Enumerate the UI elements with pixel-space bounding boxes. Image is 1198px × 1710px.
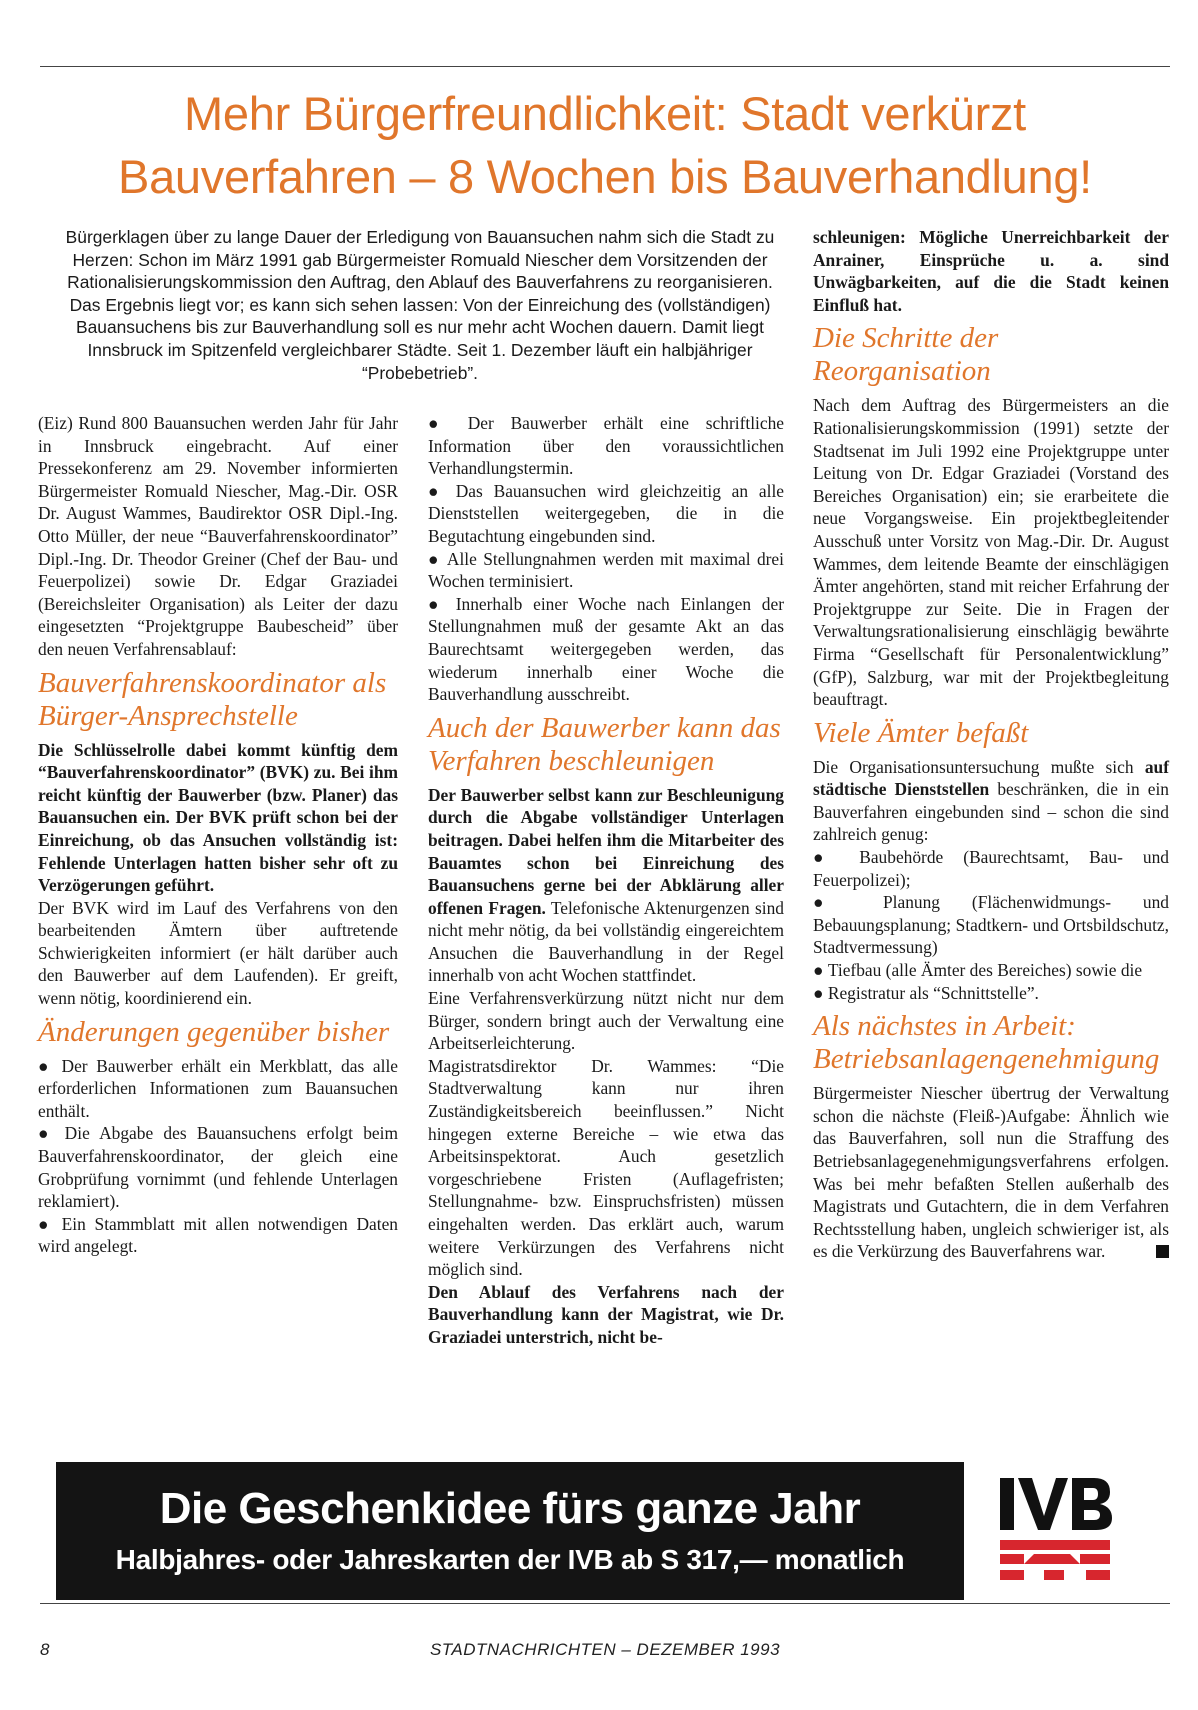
text-run: beschränken, die in ein Bauverfahren eingebunden sind – schon die sind zahlreich genug: (813, 779, 1170, 845)
bullet-item: ● Die Abgabe des Bauansuchens erfolgt beim Bauverfahrenskoordinator, der gleich eine Grobprüfung vornimmt (und fehlende Unterlagen reklamiert). (38, 1122, 398, 1212)
page-footer (40, 1640, 1170, 1670)
ivb-logo-red-bars (1000, 1540, 1110, 1580)
ivb-logo-icon (994, 1462, 1114, 1592)
subheading-naechstes: Als nächstes in Arbeit: Betriebsanlagengenehmigung (813, 1010, 1160, 1076)
advertisement (38, 1440, 1170, 1603)
bullet-item: ● Planung (Flächenwidmungs- und Bebauungsplanung; Stadtkern- und Ortsbildschutz, Stadtvermessung) (813, 891, 1169, 959)
subheading-aemter: Viele Ämter befaßt (813, 716, 1029, 749)
paragraph: Der BVK wird im Lauf des Verfahrens von den bearbeitenden Ämtern über auftretende Schwierigkeiten informiert (er hält darüber auch den Bauwerber auf dem Laufenden). Er greift, wenn nötig, koordinierend ein. (38, 897, 398, 1009)
paragraph (813, 1082, 1169, 1263)
subheading-bauwerber: Auch der Bauwerber kann das Verfahren beschleunigen (428, 711, 781, 777)
ad-banner (56, 1462, 964, 1600)
subheading-koordinator: Bauverfahrenskoordinator als Bürger-Ansprechstelle (38, 666, 387, 732)
bullet-item: ● Innerhalb einer Woche nach Einlangen der Stellungnahmen muß der gesamte Akt an das Baurechtsamt weitergegeben werden, das wiederum innerhalb einer Woche die Bauverhandlung ausschreibt. (428, 593, 784, 706)
paragraph (428, 784, 784, 987)
paragraph-bold: Den Ablauf des Verfahrens nach der Bauverhandlung kann der Magistrat, wie Dr. Graziadei unterstrich, nicht be- (428, 1281, 784, 1347)
subheading-aenderungen: Änderungen gegenüber bisher (38, 1015, 390, 1048)
bullet-item: ● Tiefbau (alle Ämter des Bereiches) sowie die (813, 959, 1169, 982)
top-rule (40, 66, 1170, 67)
bullet-item: ● Alle Stellungnahmen werden mit maximal drei Wochen terminisiert. (428, 548, 784, 593)
paragraph (813, 756, 1169, 846)
bullet-item: ● Das Bauansuchen wird gleichzeitig an alle Dienststellen weitergegeben, die in die Begutachtung eingebunden sind. (428, 480, 784, 548)
article-column-2 (428, 412, 784, 1349)
paragraph: Nach dem Auftrag des Bürgermeisters an die Rationalisierungskommission (1991) setzte der Stadtsenat im Juli 1992 eine Projektgruppe unter Leitung von Dr. Edgar Graziadei (Vorstand des Bereiches Organisation) ein; sie erarbeitete die neue Vorgangsweise. Ein projektbegleitender Ausschuß unter Vorsitz von Mag.-Dir. Dr. August Wammes, dem leitende Beamte der einschlägigen Ämter angehörten, stand mit reicher Erfahrung der Projektgruppe zur Seite. Die in Fragen der Verwaltungsrationalisierung einschlägig bewährte Firma “Gesellschaft für Personalentwicklung” (GfP), Salzburg, war mit der Projektbegleitung beauftragt. (813, 395, 1169, 710)
bullet-item: ● Baubehörde (Baurechtsamt, Bau- und Feuerpolizei); (813, 846, 1169, 891)
intro-lead: Bürgerklagen über zu lange Dauer der Erledigung von Bauansuchen nahm sich die Stadt zu Herzen: Schon im März 1991 gab Bürgermeister Romuald Niescher dem Vorsitzenden der Rationalisierungskommission den Auftrag, den Ablauf des Bauverfahrens zu reorganisieren. Das Ergebnis liegt vor; es kann sich sehen lassen: Von der Einreichung des (vollständigen) Bauansuchens bis zur Bauverhandlung soll es nur mehr acht Wochen dauern. Damit liegt Innsbruck im Spitzenfeld vergleichbarer Städte. Seit 1. Dezember läuft ein halbjähriger “Probebetrieb”. (65, 227, 775, 383)
headline-line-1: Mehr Bürgerfreundlichkeit: Stadt verkürzt (184, 87, 1026, 140)
paragraph-bold: schleunigen: Mögliche Unerreichbarkeit der Anrainer, Einsprüche u. a. sind Unwägbarkeiten, auf die die Stadt keinen Einfluß hat. (813, 227, 1169, 315)
headline-line-2: Bauverfahren – 8 Wochen bis Bauverhandlung! (118, 150, 1092, 203)
article-column-1 (38, 412, 398, 1258)
bullet-item: ● Der Bauwerber erhält eine schriftliche Information über den voraussichtlichen Verhandlungstermin. (428, 412, 784, 480)
bullet-item: ● Der Bauwerber erhält ein Merkblatt, das alle erforderlichen Informationen zum Bauansuchen enthält. (38, 1055, 398, 1123)
text-run: Bürgermeister Niescher übertrug der Verwaltung schon die nächste (Fleiß-)Aufgabe: Ähnlich wie das Bauverfahren, soll nun die Straffung des Betriebsanlagegenehmigungsverfahrens erfolgen. Was bei mehr befaßten Stellen außerhalb des Magistrats und Gutachtern, die in dem Verfahren Rechtsstellung haben, ungleich schwieriger ist, als es die Verkürzung des Bauverfahrens war. (813, 1083, 1169, 1262)
bullet-item: ● Registratur als “Schnittstelle”. (813, 982, 1169, 1005)
publication-line: STADTNACHRICHTEN – DEZEMBER 1993 (429, 1640, 781, 1659)
bold-run: auf städtische Dienststellen (813, 756, 1169, 800)
paragraph-bold: Die Schlüsselrolle dabei kommt künftig dem “Bauverfahrenskoordinator” (BVK) zu. Bei ihm reicht künftig der Bauwerber (bzw. Planer) das Bauansuchen ein. Der BVK prüft schon bei der Einreichung, ob das Ansuchen vollständig ist: Fehlende Unterlagen hatten bisher sehr oft zu Verzögerungen geführt. (38, 739, 398, 896)
headline (40, 82, 1170, 208)
text-run: Die Organisationsuntersuchung mußte sich (813, 756, 1145, 777)
bottom-rule (40, 1603, 1170, 1604)
paragraph: Magistratsdirektor Dr. Wammes: “Die Stadtverwaltung kann nur ihren Zuständigkeitsbereich beeinflussen.” Nicht hingegen externe Bereiche – wie etwa das Arbeitsinspektorat. Auch gesetzlich vorgeschriebene Fristen (Auflagefristen; Stellungnahme- bzw. Einspruchsfristen) müssen eingehalten werden. Das erklärt auch, warum weitere Verkürzungen des Verfahrens nicht möglich sind. (428, 1055, 784, 1280)
end-mark-square-icon (1156, 1245, 1169, 1258)
text-run: Telefonische Aktenurgenzen sind nicht mehr nötig, da bei vollständig eingereichtem Ansuchen die Bauverhandlung in der Regel innerhalb von acht Wochen stattfindet. (428, 897, 784, 986)
paragraph: Eine Verfahrensverkürzung nützt nicht nur dem Bürger, sondern bringt auch der Verwaltung eine Arbeitserleichterung. (428, 988, 784, 1054)
bold-lead: Der Bauwerber selbst kann zur Beschleunigung durch die Abgabe vollständiger Unterlagen beitragen. Dabei helfen ihm die Mitarbeiter des Bauamtes schon bei Einreichung des Bauansuchens gerne bei der Abklärung aller offenen Fragen. (428, 784, 784, 918)
ad-title: Die Geschenkidee fürs ganze Jahr (159, 1484, 861, 1533)
paragraph: (Eiz) Rund 800 Bauansuchen werden Jahr für Jahr in Innsbruck eingebracht. Auf einer Pressekonferenz am 29. November informierten Bürgermeister Romuald Niescher, Mag.-Dir. OSR Dr. August Wammes, Baudirektor OSR Dipl.-Ing. Otto Müller, der neue “Bauverfahrenskoordinator” Dipl.-Ing. Dr. Theodor Greiner (Chef der Bau- und Feuerpolizei) sowie Dr. Edgar Graziadei (Bereichsleiter Organisation) als Leiter der dazu eingesetzten “Projektgruppe Baubescheid” über den neuen Verfahrensablauf: (38, 413, 398, 659)
ad-subtitle: Halbjahres- oder Jahreskarten der IVB ab S 317,— monatlich (115, 1544, 905, 1575)
article-column-3 (813, 226, 1169, 1263)
page-number: 8 (40, 1640, 50, 1659)
subheading-reorganisation: Die Schritte der Reorganisation (813, 322, 999, 388)
bullet-item: ● Ein Stammblatt mit allen notwendigen Daten wird angelegt. (38, 1213, 398, 1258)
